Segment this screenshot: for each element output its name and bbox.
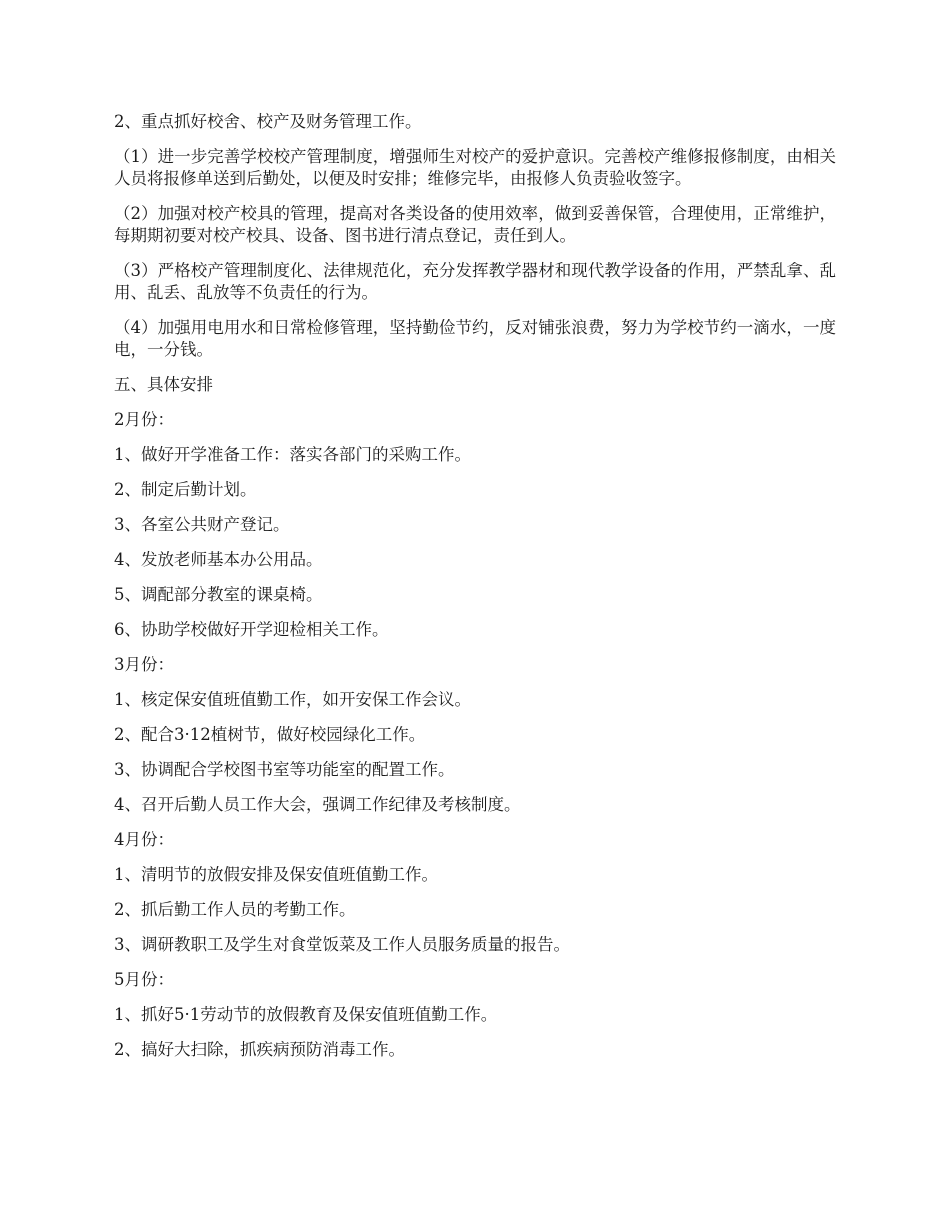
paragraph-item-4: （4）加强用电用水和日常检修管理，坚持勤俭节约，反对铺张浪费，努力为学校节约一滴水，一度电，一分钱。 xyxy=(114,318,836,359)
list-item: 3、协调配合学校图书室等功能室的配置工作。 xyxy=(114,760,455,779)
list-item: 5、调配部分教室的课桌椅。 xyxy=(114,585,323,604)
document-body xyxy=(114,111,836,1074)
paragraph-item-2: （2）加强对校产校具的管理，提高对各类设备的使用效率，做到妥善保管，合理使用，正常维护，每期期初要对校产校具、设备、图书进行清点登记，责任到人。 xyxy=(114,204,836,245)
list-item: 4、召开后勤人员工作大会，强调工作纪律及考核制度。 xyxy=(114,795,521,814)
month-heading-march: 3月份： xyxy=(114,655,174,674)
list-item: 1、抓好5·1劳动节的放假教育及保安值班值勤工作。 xyxy=(114,1005,498,1024)
list-item: 1、清明节的放假安排及保安值班值勤工作。 xyxy=(114,865,438,884)
list-item: 2、制定后勤计划。 xyxy=(114,480,257,499)
list-item: 2、搞好大扫除，抓疾病预防消毒工作。 xyxy=(114,1040,405,1059)
month-heading-february: 2月份： xyxy=(114,410,174,429)
section-heading-schedule: 五、具体安排 xyxy=(114,375,213,394)
month-heading-april: 4月份： xyxy=(114,830,174,849)
list-item: 4、发放老师基本办公用品。 xyxy=(114,550,323,569)
paragraph-management-heading: 2、重点抓好校舍、校产及财务管理工作。 xyxy=(114,112,422,131)
list-item: 6、协助学校做好开学迎检相关工作。 xyxy=(114,620,389,639)
list-item: 3、各室公共财产登记。 xyxy=(114,515,290,534)
list-item: 2、配合3·12植树节，做好校园绿化工作。 xyxy=(114,725,426,744)
month-heading-may: 5月份： xyxy=(114,970,174,989)
list-item: 1、核定保安值班值勤工作，如开安保工作会议。 xyxy=(114,690,471,709)
list-item: 3、调研教职工及学生对食堂饭菜及工作人员服务质量的报告。 xyxy=(114,935,570,954)
list-item: 1、做好开学准备工作：落实各部门的采购工作。 xyxy=(114,445,471,464)
list-item: 2、抓后勤工作人员的考勤工作。 xyxy=(114,900,356,919)
paragraph-item-1: （1）进一步完善学校校产管理制度，增强师生对校产的爱护意识。完善校产维修报修制度，由相关人员将报修单送到后勤处，以便及时安排；维修完毕，由报修人负责验收签字。 xyxy=(114,147,836,188)
paragraph-item-3: （3）严格校产管理制度化、法律规范化，充分发挥教学器材和现代教学设备的作用，严禁乱拿、乱用、乱丢、乱放等不负责任的行为。 xyxy=(114,261,836,302)
